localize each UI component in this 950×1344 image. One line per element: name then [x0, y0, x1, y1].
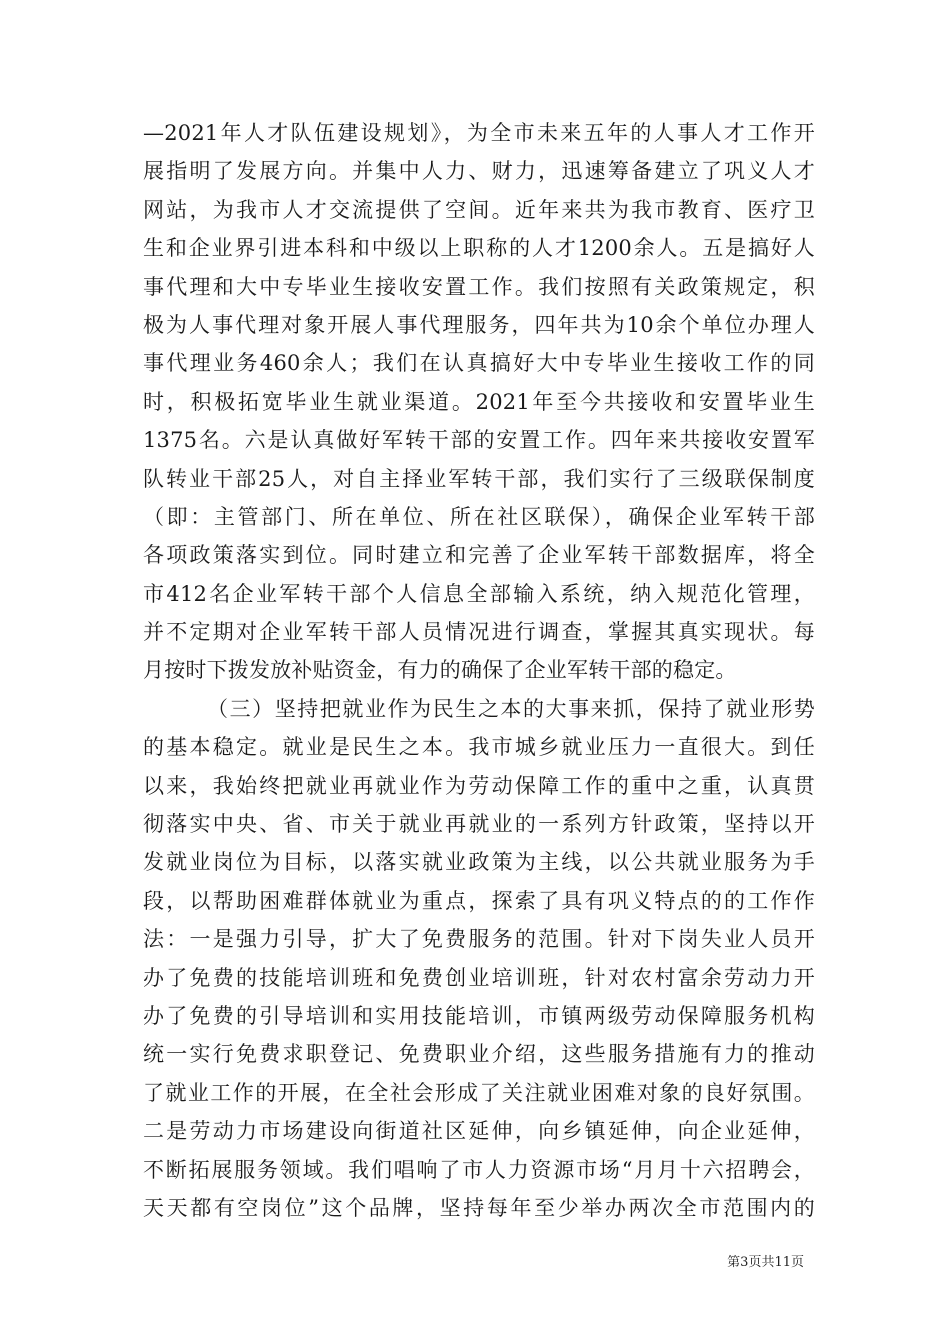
text-line: （即：主管部门、所在单位、所在社区联保），确保企业军转干部: [143, 504, 815, 529]
text-line: 并不定期对企业军转干部人员情况进行调查，掌握其真实现状。每: [143, 620, 815, 645]
document-body: [143, 114, 815, 1227]
text-line: 办了免费的引导培训和实用技能培训，市镇两级劳动保障服务机构: [143, 1003, 815, 1028]
text-line: 队转业干部25人，对自主择业军转干部，我们实行了三级联保制度: [143, 466, 815, 491]
text-line: 以来，我始终把就业再就业作为劳动保障工作的重中之重，认真贯: [143, 773, 815, 798]
text-line: 时，积极拓宽毕业生就业渠道。2021年至今共接收和安置毕业生: [143, 389, 815, 414]
text-line: 的基本稳定。就业是民生之本。我市城乡就业压力一直很大。到任: [143, 735, 815, 760]
text-line: —2021年人才队伍建设规划》，为全市未来五年的人事人才工作开: [143, 121, 815, 145]
text-line: 1375名。六是认真做好军转干部的安置工作。四年来共接收安置军: [143, 428, 815, 453]
text-line: 统一实行免费求职登记、免费职业介绍，这些服务措施有力的推动: [143, 1042, 815, 1067]
text-line: 事代理业务460余人；我们在认真搞好大中专毕业生接收工作的同: [143, 351, 815, 376]
paragraph-end-line: 月按时下拨发放补贴资金，有力的确保了企业军转干部的稳定。: [143, 658, 737, 683]
text-line: 彻落实中央、省、市关于就业再就业的一系列方针政策，坚持以开: [143, 812, 815, 837]
text-line: 展指明了发展方向。并集中人力、财力，迅速筹备建立了巩义人才: [143, 159, 815, 184]
text-line: 段，以帮助困难群体就业为重点，探索了具有巩义特点的的工作作: [143, 888, 815, 913]
text-line: 极为人事代理对象开展人事代理服务，四年共为10余个单位办理人: [143, 312, 815, 337]
section-heading-line: （三）坚持把就业作为民生之本的大事来抓，保持了就业形势: [207, 696, 815, 721]
text-line: 二是劳动力市场建设向街道社区延伸，向乡镇延伸，向企业延伸，: [143, 1119, 815, 1144]
text-line: 不断拓展服务领域。我们唱响了市人力资源市场“月月十六招聘会，: [143, 1157, 815, 1182]
text-line: 了就业工作的开展，在全社会形成了关注就业困难对象的良好氛围。: [143, 1080, 815, 1105]
page-number-footer: 第3页共11页: [727, 1255, 804, 1270]
text-line: 天天都有空岗位”这个品牌，坚持每年至少举办两次全市范围内的: [143, 1195, 815, 1220]
text-line: 法：一是强力引导，扩大了免费服务的范围。针对下岗失业人员开: [143, 927, 815, 952]
text-line: 办了免费的技能培训班和免费创业培训班，针对农村富余劳动力开: [143, 965, 815, 990]
text-line: 市412名企业军转干部个人信息全部输入系统，纳入规范化管理，: [143, 581, 815, 606]
text-line: 网站，为我市人才交流提供了空间。近年来共为我市教育、医疗卫: [143, 197, 815, 222]
text-line: 发就业岗位为目标，以落实就业政策为主线，以公共就业服务为手: [143, 850, 815, 875]
text-line: 事代理和大中专毕业生接收安置工作。我们按照有关政策规定，积: [143, 274, 815, 299]
text-line: 各项政策落实到位。同时建立和完善了企业军转干部数据库，将全: [143, 543, 815, 568]
text-line: 生和企业界引进本科和中级以上职称的人才1200余人。五是搞好人: [143, 236, 815, 261]
